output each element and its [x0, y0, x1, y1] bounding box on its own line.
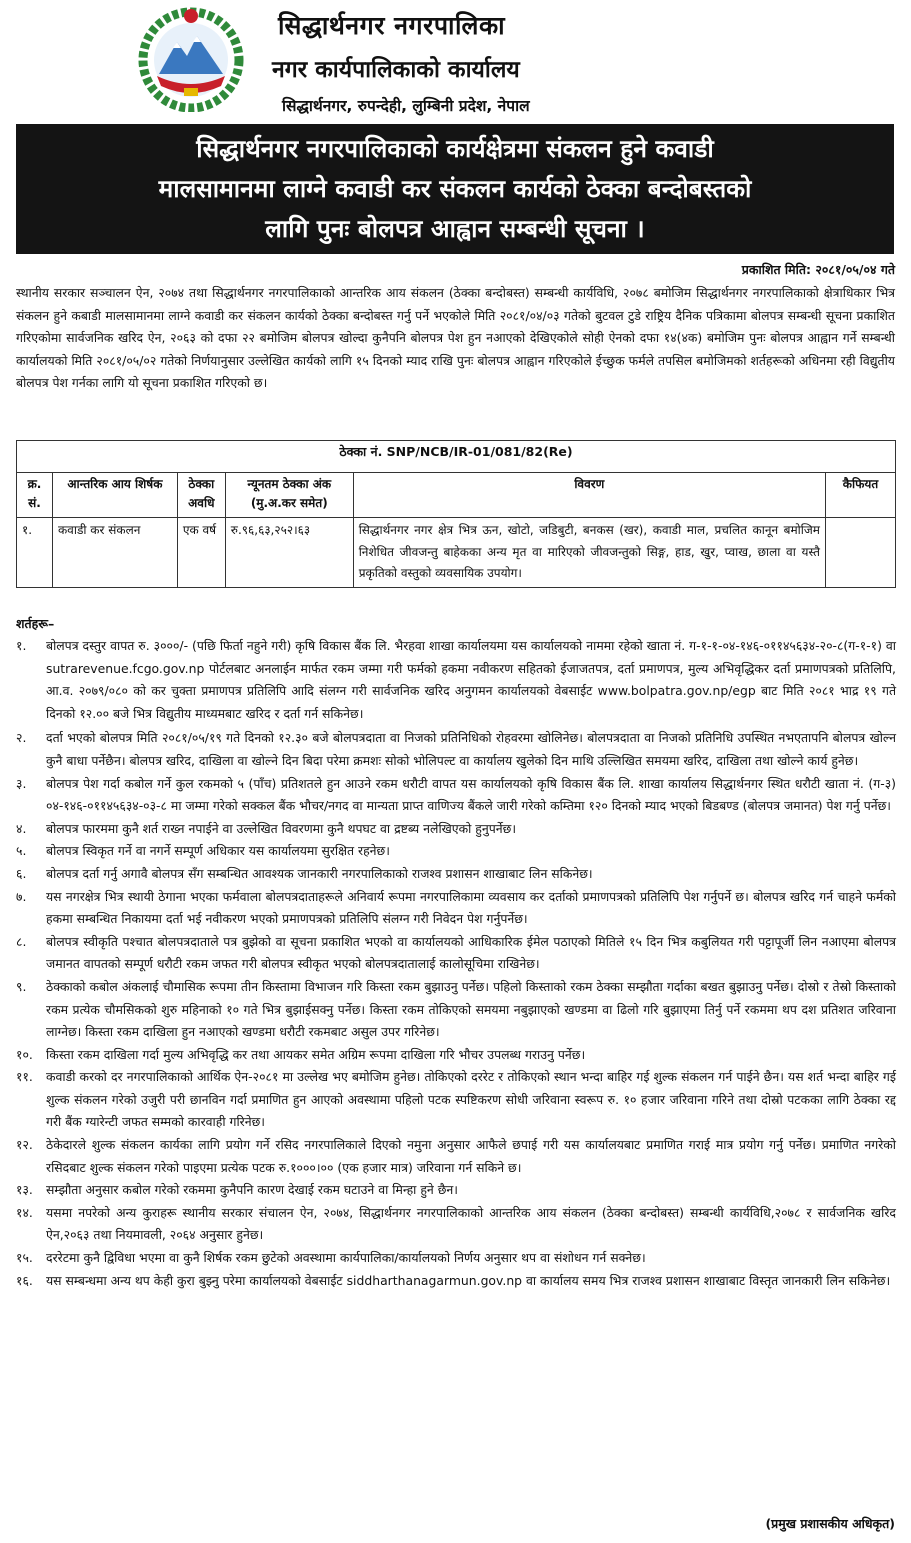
- notice-title-line-2: मालसामानमा लाग्ने कवाडी कर संकलन कार्यको ठेक्का बन्दोबस्तको: [158, 174, 752, 203]
- condition-number: ९.: [16, 978, 27, 994]
- table-row: [17, 518, 896, 588]
- condition-text: दर्ता भएको बोलपत्र मिति २०८१/०५/१९ गते दिनको १२.३० बजे बोलपत्रदाता वा निजको प्रतिनिधिको रोहवरमा खोलिनेछ। बोलपत्रदाता वा निजको प्रतिनिधि उपस्थित नभएतापनि बोलपत्र खोल्न कुनै बाधा पर्नेछैन। बोलपत्र खरिद, दाखिला वा खोल्ने दिन बिदा परेमा क्रमशः सोको भोलिपल्ट वा कार्यालय खुलेको दिन माथि उल्लिखित समयमा खरिद, दाखिला तथा खोल्ने कार्य हुनेछ।: [46, 730, 896, 768]
- notice-title-line-3: लागि पुनः बोलपत्र आह्वान सम्बन्धी सूचना ।: [265, 214, 645, 243]
- cell-description: सिद्धार्थनगर नगर क्षेत्र भित्र ऊन, खोटो, जडिबुटी, बनकस (खर), कवाडी माल, प्रचलित कानून बमोजिम निशेधित जीवजन्तु बाहेकका अन्य मृत वा मारिएको जीवजन्तुको सिङ्ग, हाड, खुर, प्वाख, छाला वा यस्तै प्रकृतिको वस्तुको व्यवसायिक उपयोग।: [353, 518, 825, 588]
- condition-number: ६.: [16, 865, 27, 881]
- condition-item: [16, 1134, 896, 1179]
- notice-title-line-1: सिद्धार्थनगर नगरपालिकाको कार्यक्षेत्रमा संकलन हुने कवाडी: [196, 134, 714, 163]
- condition-text: बोलपत्र स्विकृत गर्ने वा नगर्ने सम्पूर्ण अधिकार यस कार्यालयमा सुरक्षित रहनेछ।: [46, 843, 390, 859]
- office-address: सिद्धार्थनगर, रुपन्देही, लुम्बिनी प्रदेश, नेपाल: [282, 97, 530, 115]
- intro-paragraph: स्थानीय सरकार सञ्चालन ऐन, २०७४ तथा सिद्धार्थनगर नगरपालिकाको आन्तरिक आय संकलन (ठेक्का बन्दोबस्त) सम्बन्धी कार्यविधि, २०७८ बमोजिम सिद्धार्थनगर नगरपालिकाको क्षेत्राधिकार भित्र संकलन हुने कबाडी मालसामानमा लाग्ने कवाडी कर संकलन कार्यको ठेक्का बन्दोबस्त गर्नु पर्ने भएकोले मिति २०८१/०४/०३ गतेको बुटवल टुडे राष्ट्रिय दैनिक पत्रिकामा बोलपत्र सम्बन्धी सूचना प्रकाशित गरिएकोमा सार्वजनिक खरिद ऐन, २०६३ को दफा २२ बमोजिम बोलपत्र खोल्दा कुनैपनि बोलपत्र पेश हुन नआएको देखिएकोले सोही ऐनको दफा १४(४क) बमोजिम पुनः बोलपत्र आह्वान गर्ने सम्बन्धी कार्यालयको मिति २०८१/०५/०२ गतेको निर्णयानुसार उल्लेखित कार्यको लागि १५ दिनको म्याद राखि पुनः बोलपत्र आह्वान गरिएकोले ईच्छुक फर्मले तपसिल बमोजिमको शर्तहरूको अधिनमा रही विद्युतीय बोलपत्र पेश गर्नका लागि यो सूचना प्रकाशित गरिएको छ।: [16, 285, 895, 391]
- condition-item: [16, 1179, 896, 1202]
- condition-item: [16, 886, 896, 931]
- col-header-income: आन्तरिक आय शिर्षक: [52, 473, 177, 518]
- condition-text: बोलपत्र स्वीकृति पश्चात बोलपत्रदाताले पत्र बुझेको वा सूचना प्रकाशित भएको वा कार्यालयको आधिकारिक ईमेल पठाएको मितिले १५ दिन भित्र कबुलियत गरी पट्टापूर्जी लिन नआएमा बोलपत्र जमानत वापतको सम्पूर्ण धरौटी रकम जफत गरी बोलपत्र स्वीकृत भएको बोलपत्रदातालाई कालोसूचिमा राखिनेछ।: [46, 933, 896, 972]
- condition-number: ११.: [16, 1069, 33, 1085]
- condition-text: कवाडी करको दर नगरपालिकाको आर्थिक ऐन-२०८१ मा उल्लेख भए बमोजिम हुनेछ। तोकिएको दररेट र तोकिएको स्थान भन्दा बाहिर गई शुल्क संकलन गर्न पाईने छैन। यस शर्त भन्दा बाहिर गई शुल्क संकलन गरेको उजुरी परी छानविन गर्दा प्रमाणित हुन आएको अवस्थामा पहिलो पटक स्पष्टिकरण सोधी जरिवाना स्वरूप रु. १० हजार जरिवाना गरिने तथा दोस्रो पटकका लागि ठेक्का रद्द गरी बैंक ग्यारेन्टी जफत सम्मको कारवाही गरिनेछ।: [46, 1069, 896, 1130]
- condition-number: १२.: [16, 1137, 33, 1153]
- condition-text: ठेकेदारले शुल्क संकलन कार्यका लागि प्रयोग गर्ने रसिद नगरपालिकाले दिएको नमुना अनुसार आफैले छपाई गरी यस कार्यालयबाट प्रमाणित गराई मात्र प्रयोग गर्नु पर्नेछ। प्रमाणित नगरेको रसिदबाट शुल्क संकलन गरेको पाइएमा प्रत्येक पटक रु.१०००।०० (एक हजार मात्र) जरिवाना गर्न सकिने छ।: [46, 1137, 896, 1175]
- condition-number: ५.: [16, 843, 27, 859]
- condition-text: बोलपत्र दस्तुर वापत रु. ३०००/- (पछि फिर्ता नहुने गरी) कृषि विकास बैंक लि. भैरहवा शाखा कार्यालयमा यस कार्यालयको नाममा रहेको खाता नं. ग-१-१-०४-१४६-०११४५६३४-२०-८(ग-१-१) वा sutrarevenue.fcgo.gov.np पोर्टलबाट अनलाईन मार्फत रकम जम्मा गरी फर्मको हकमा नवीकरण सहितको ईजाजतपत्र, दर्ता प्रमाणपत्र, मुल्य अभिवृद्धिकर दर्ता प्रमाणपत्रको प्रतिलिपि, आ.व. २०७९/०८० को कर चुक्ता प्रमाणपत्र प्रतिलिपि आदि संलग्न गरी सार्वजनिक खरिद अनुगमन कार्यालयको वेबसाईट www.bolpatra.gov.np/egp बाट मिति २०८१ भाद्र १९ गते दिनको १२.०० बजे भित्र विद्युतीय माध्यमबाट खरिद र दर्ता गर्न सकिनेछ।: [46, 638, 897, 721]
- condition-number: १०.: [16, 1046, 33, 1062]
- signature-title: (प्रमुख प्रशासकीय अधिकृत): [765, 1516, 895, 1531]
- condition-text: यस नगरक्षेत्र भित्र स्थायी ठेगाना भएका फर्मवाला बोलपत्रदाताहरूले अनिवार्य रूपमा नगरपालिकामा व्यवसाय कर दर्ताको प्रमाणपत्रको प्रतिलिपि पेश गर्नुपर्ने छ। बोलपत्र खरिद गर्न चाहने फर्मको हकमा सम्बन्धित निकायमा दर्ता भई नवीकरण भएको प्रमाणपत्रको प्रतिलिपि संलग्न गरी निवेदन पेश गर्नुपर्नेछ।: [46, 888, 896, 927]
- col-header-remarks: कैफियत: [825, 473, 895, 518]
- condition-number: ७.: [16, 888, 27, 904]
- condition-number: ४.: [16, 820, 27, 836]
- condition-number: १६.: [16, 1272, 33, 1288]
- condition-item: [16, 1270, 896, 1293]
- condition-number: ८.: [16, 933, 27, 949]
- condition-item: [16, 976, 896, 1044]
- condition-text: दररेटमा कुनै द्विविधा भएमा वा कुनै शिर्षक रकम छुटेको अवस्थामा कार्यपालिका/कार्यालयको निर्णय अनुसार थप वा संशोधन गर्न सक्नेछ।: [46, 1250, 646, 1266]
- cell-income: कवाडी कर संकलन: [52, 518, 177, 588]
- office-name: नगर कार्यपालिकाको कार्यालय: [272, 57, 520, 83]
- col-header-min-amount: न्यूनतम ठेक्का अंक (मु.अ.कर समेत): [225, 473, 353, 518]
- condition-number: १४.: [16, 1204, 33, 1220]
- condition-text: किस्ता रकम दाखिला गर्दा मुल्य अभिवृद्धि कर तथा आयकर समेत अग्रिम रूपमा दाखिला गरि भौचर उपलब्ध गराउनु पर्नेछ।: [46, 1046, 586, 1062]
- condition-number: १.: [16, 638, 27, 653]
- condition-item: [16, 1247, 896, 1270]
- condition-text: ठेक्काको कबोल अंकलाई चौमासिक रूपमा तीन किस्तामा विभाजन गरि किस्ता रकम बुझाउनु पर्नेछ। पहिलो किस्ताको रकम ठेक्का सम्झौता गर्दाका बखत बुझाउनु पर्नेछ। दोस्रो र तेस्रो किस्ताको रकम प्रत्येक चौमसिकको शुरु महिनाको १० गते भित्र बुझाईसक्नु पर्नेछ। किस्ता रकम तोकिएको समयमा नबुझाएको खण्डमा वा ढिलो गरि बुझाएमा तिर्नु पर्ने रकममा थप दश प्रतिशत जरिवाना लाग्नेछ। किस्ता रकम दाखिला हुन नआएको खण्डमा धरौटी रकमबाट असुल उपर गरिनेछ।: [46, 978, 896, 1040]
- condition-item: [16, 818, 896, 841]
- condition-text: यस सम्बन्धमा अन्य थप केही कुरा बुझ्नु परेमा कार्यालयको वेबसाईट siddharthanagarmun.gov.np वा कार्यालय समय भित्र राजश्व प्रशासन शाखाबाट विस्तृत जानकारी लिन सकिनेछ।: [46, 1272, 891, 1288]
- condition-text: बोलपत्र पेश गर्दा कबोल गर्ने कुल रकमको ५ (पाँच) प्रतिशतले हुन आउने रकम धरौटी वापत यस कार्यालयको कृषि विकास बैंक लि. शाखा कार्यालय सिद्धार्थनगर स्थित धरौटी खाता नं. (ग-३) ०४-१४६-०११४५६३४-०३-८ मा जम्मा गरेको सक्कल बैंक भौचर/नगद वा मान्यता प्राप्त वाणिज्य बैंकले जारी गरेको कम्तिमा १२० दिनको म्याद भएको बिडबण्ड (बोलपत्र जमानत) पेश गर्नु पर्नेछ।: [46, 775, 896, 814]
- condition-item: [16, 840, 896, 863]
- contract-number: ठेक्का नं. SNP/NCB/IR-01/081/82(Re): [17, 441, 896, 473]
- col-header-duration: ठेक्का अवधि: [177, 473, 225, 518]
- notice-title-band: [16, 124, 894, 254]
- cell-min-amount: रु.९६,६३,२५२।६३: [225, 518, 353, 588]
- condition-number: १३.: [16, 1182, 33, 1198]
- condition-item: [16, 931, 896, 976]
- conditions-heading: शर्तहरू–: [16, 616, 55, 631]
- condition-item: [16, 863, 896, 886]
- cell-duration: एक वर्ष: [177, 518, 225, 588]
- col-header-sn: क्र. सं.: [17, 473, 53, 518]
- condition-item: [16, 727, 896, 772]
- publish-date: प्रकाशित मिति: २०८१/०५/०४ गते: [741, 262, 895, 277]
- condition-text: सम्झौता अनुसार कबोल गरेको रकममा कुनैपनि कारण देखाई रकम घटाउने वा मिन्हा हुने छैन।: [46, 1182, 458, 1198]
- municipality-name: सिद्धार्थनगर नगरपालिका: [278, 11, 506, 40]
- condition-number: २.: [16, 730, 27, 746]
- condition-text: बोलपत्र दर्ता गर्नु अगावै बोलपत्र सँग सम्बन्धित आवश्यक जानकारी नगरपालिकाको राजश्व प्रशासन शाखाबाट लिन सकिनेछ।: [46, 865, 593, 881]
- condition-item: [16, 635, 896, 725]
- contract-table: [16, 440, 896, 588]
- cell-sn: १.: [17, 518, 53, 588]
- condition-item: [16, 1044, 896, 1067]
- conditions-list: [16, 635, 896, 1292]
- condition-item: [16, 1202, 896, 1247]
- condition-text: बोलपत्र फारममा कुनै शर्त राख्न नपाईने वा उल्लेखित विवरणमा कुनै थपघट वा द्रष्टब्य नलेखिएको हुनुपर्नेछ।: [46, 820, 517, 836]
- condition-text: यसमा नपरेको अन्य कुराहरू स्थानीय सरकार संचालन ऐन, २०७४, सिद्धार्थनगर नगरपालिकाको आन्तरिक आय संकलन (ठेक्का बन्दोबस्त) सम्बन्धी कार्यविधि,२०७८ र सार्वजनिक खरिद ऐन,२०६३ तथा नियमावली, २०६४ अनुसार हुनेछ।: [46, 1204, 896, 1243]
- condition-number: १५.: [16, 1250, 33, 1266]
- condition-item: [16, 1066, 896, 1134]
- condition-number: ३.: [16, 775, 27, 791]
- nepal-emblem-logo: [137, 4, 245, 112]
- col-header-description: विवरण: [353, 473, 825, 518]
- cell-remarks: [825, 518, 895, 588]
- condition-item: [16, 773, 896, 818]
